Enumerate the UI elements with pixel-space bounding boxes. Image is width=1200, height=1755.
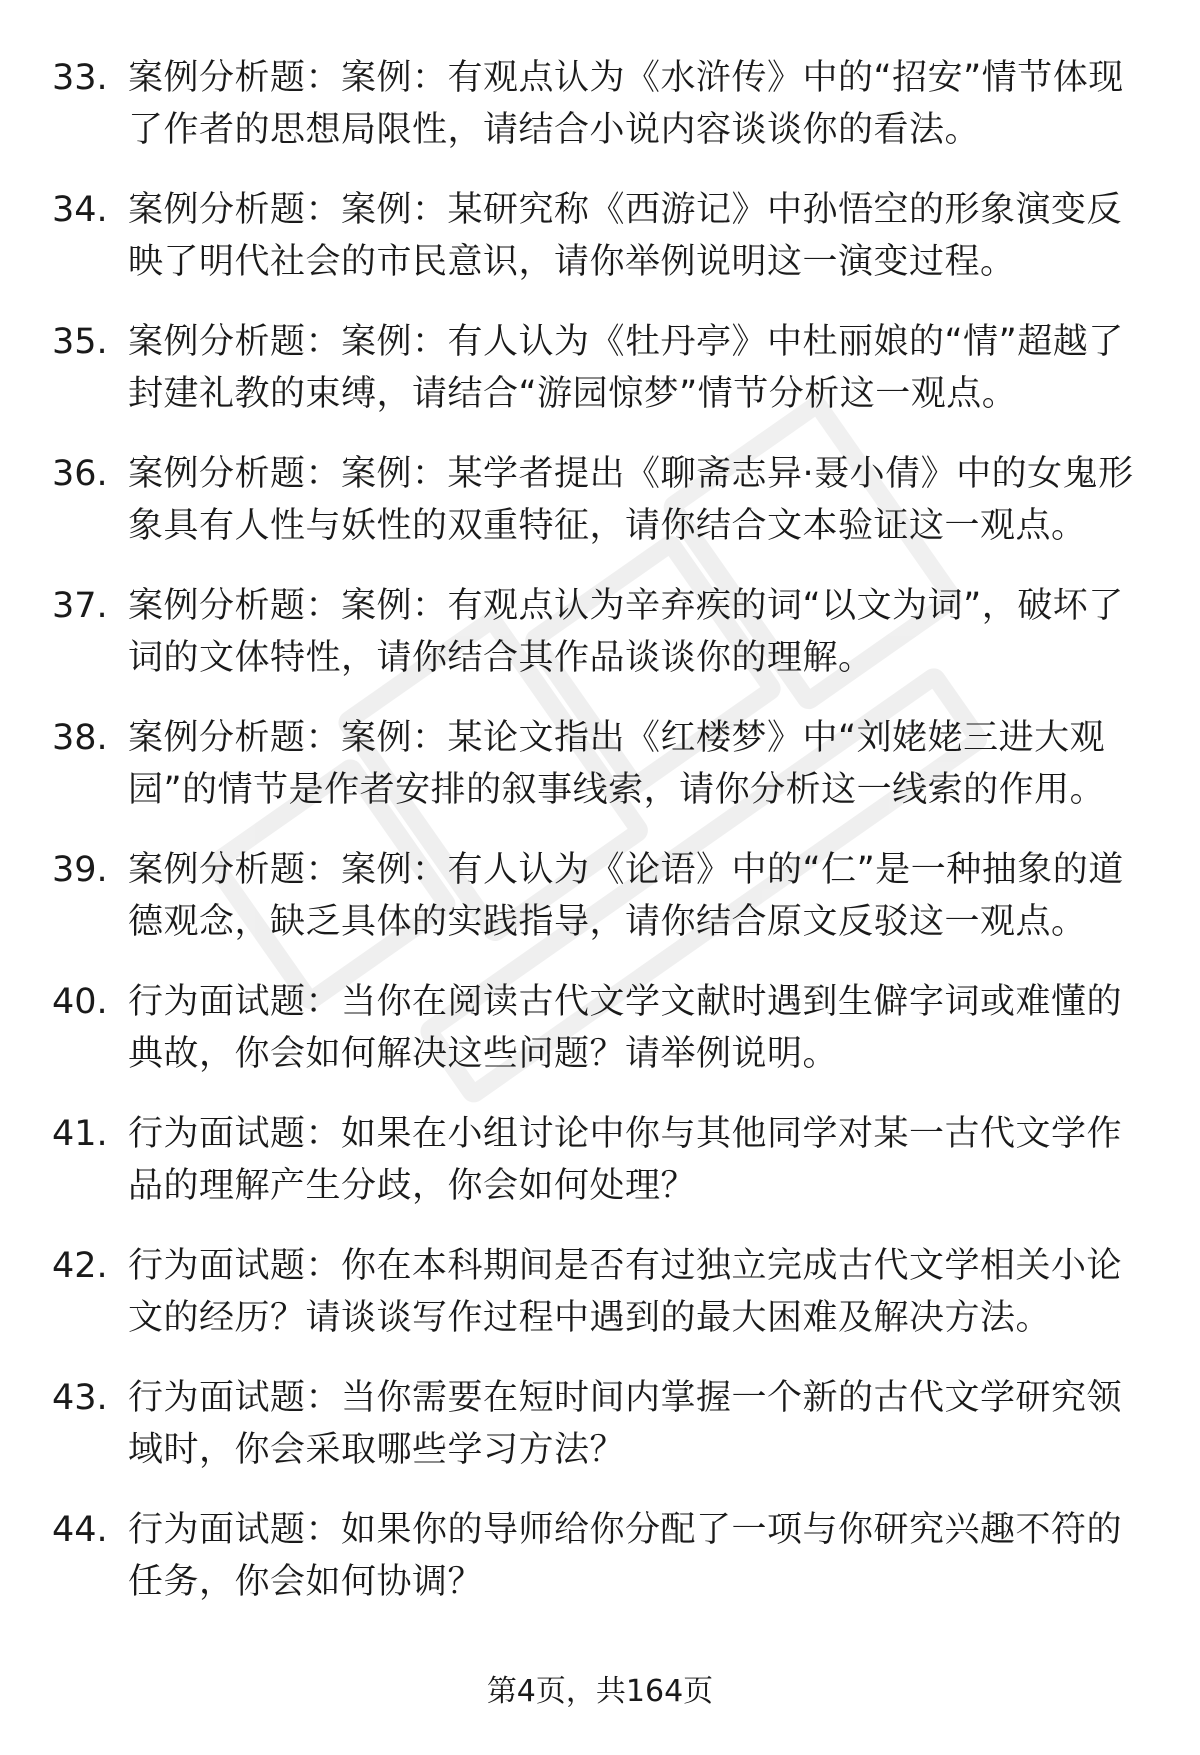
question-list xyxy=(0,52,1200,1636)
list-item xyxy=(0,184,1200,316)
question-number: 35. xyxy=(52,322,108,362)
list-item xyxy=(0,316,1200,448)
question-text: 案例分析题：案例：某研究称《西游记》中孙悟空的形象演变反映了明代社会的市民意识，请你举例说明这一演变过程。 xyxy=(128,190,1123,282)
list-item xyxy=(0,52,1200,184)
question-text: 行为面试题：当你需要在短时间内掌握一个新的古代文学研究领域时，你会采取哪些学习方法？ xyxy=(128,1378,1123,1470)
question-number: 40. xyxy=(52,982,108,1022)
question-text: 案例分析题：案例：有人认为《论语》中的“仁”是一种抽象的道德观念，缺乏具体的实践指导，请你结合原文反驳这一观点。 xyxy=(128,850,1124,942)
question-text: 行为面试题：你在本科期间是否有过独立完成古代文学相关小论文的经历？请谈谈写作过程中遇到的最大困难及解决方法。 xyxy=(128,1246,1123,1338)
question-number: 43. xyxy=(52,1378,108,1418)
list-item xyxy=(0,1372,1200,1504)
question-text: 行为面试题：当你在阅读古代文学文献时遇到生僻字词或难懂的典故，你会如何解决这些问题？请举例说明。 xyxy=(128,982,1123,1074)
question-text: 案例分析题：案例：某论文指出《红楼梦》中“刘姥姥三进大观园”的情节是作者安排的叙事线索，请你分析这一线索的作用。 xyxy=(128,718,1106,810)
question-number: 36. xyxy=(52,454,108,494)
question-number: 44. xyxy=(52,1510,108,1550)
question-text: 案例分析题：案例：有人认为《牡丹亭》中杜丽娘的“情”超越了封建礼教的束缚，请结合“游园惊梦”情节分析这一观点。 xyxy=(128,322,1124,414)
list-item xyxy=(0,976,1200,1108)
question-number: 42. xyxy=(52,1246,108,1286)
list-item xyxy=(0,1504,1200,1636)
question-text: 案例分析题：案例：某学者提出《聊斋志异·聂小倩》中的女鬼形象具有人性与妖性的双重特征，请你结合文本验证这一观点。 xyxy=(128,454,1134,546)
question-text: 行为面试题：如果在小组讨论中你与其他同学对某一古代文学作品的理解产生分歧，你会如何处理？ xyxy=(128,1114,1123,1206)
question-text: 行为面试题：如果你的导师给你分配了一项与你研究兴趣不符的任务，你会如何协调？ xyxy=(128,1510,1123,1602)
question-number: 37. xyxy=(52,586,108,626)
list-item xyxy=(0,580,1200,712)
question-text: 案例分析题：案例：有观点认为《水浒传》中的“招安”情节体现了作者的思想局限性，请结合小说内容谈谈你的看法。 xyxy=(128,58,1124,150)
question-number: 33. xyxy=(52,58,108,98)
page-number: 第4页，共164页 xyxy=(486,1674,714,1709)
question-number: 38. xyxy=(52,718,108,758)
question-number: 39. xyxy=(52,850,108,890)
question-number: 34. xyxy=(52,190,108,230)
list-item xyxy=(0,712,1200,844)
question-number: 41. xyxy=(52,1114,108,1154)
question-text: 案例分析题：案例：有观点认为辛弃疾的词“以文为词”，破坏了词的文体特性，请你结合其作品谈谈你的理解。 xyxy=(128,586,1124,678)
list-item xyxy=(0,1108,1200,1240)
list-item xyxy=(0,844,1200,976)
list-item xyxy=(0,1240,1200,1372)
list-item xyxy=(0,448,1200,580)
